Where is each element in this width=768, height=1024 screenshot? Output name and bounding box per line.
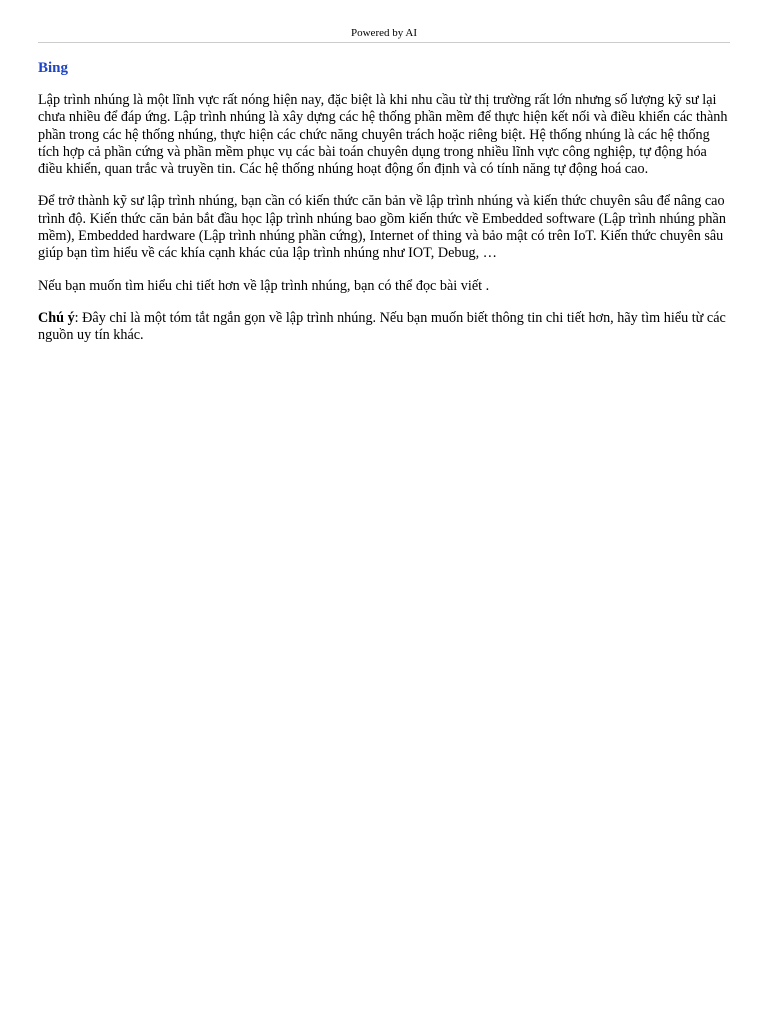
bing-link[interactable]: Bing (38, 60, 69, 76)
document-page (38, 0, 730, 345)
header-divider (38, 42, 730, 43)
paragraph-intro: Lập trình nhúng là một lĩnh vực rất nóng hiện nay, đặc biệt là khi nhu cầu từ thị trường rất lớn nhưng số lượng kỹ sư lại chưa nhiều để đáp ứng. Lập trình nhúng là xây dựng các hệ thống phần mềm để thực hiện kết nối và điều khiển các thành phần trong các hệ thống nhúng, thực hiện các chức năng chuyên trách hoặc riêng biệt. Hệ thống nhúng là các hệ thống tích hợp cả phần cứng và phần mềm phục vụ các bài toán chuyên dụng trong nhiều lĩnh vực công nghiệp, tự động hóa điều khiển, quan trắc và truyền tin. Các hệ thống nhúng hoạt động ổn định và có tính năng tự động hoá cao. (38, 92, 728, 178)
paragraph-read-more: Nếu bạn muốn tìm hiểu chi tiết hơn về lập trình nhúng, bạn có thể đọc bài viết . (38, 277, 490, 294)
paragraph-note (38, 310, 730, 345)
paragraph-requirements: Để trở thành kỹ sư lập trình nhúng, bạn cần có kiến thức căn bản về lập trình nhúng và kiến thức chuyên sâu để nâng cao trình độ. Kiến thức căn bản bắt đầu học lập trình nhúng bao gồm kiến thức về Embedded software (Lập trình nhúng phần mềm), Embedded hardware (Lập trình nhúng phần cứng), Internet of thing và bảo mật có trên IoT. Kiến thức chuyên sâu giúp bạn tìm hiểu về các khía cạnh khác của lập trình nhúng như IOT, Debug, … (38, 193, 726, 262)
powered-by-text: Powered by AI (351, 27, 417, 39)
note-label: Chú ý (38, 309, 75, 326)
powered-by-header (38, 0, 730, 40)
brand-heading (38, 59, 730, 77)
note-text: : Đây chỉ là một tóm tắt ngắn gọn về lập trình nhúng. Nếu bạn muốn biết thông tin chi tiết hơn, hãy tìm hiểu từ các nguồn uy tín khác. (38, 309, 726, 344)
